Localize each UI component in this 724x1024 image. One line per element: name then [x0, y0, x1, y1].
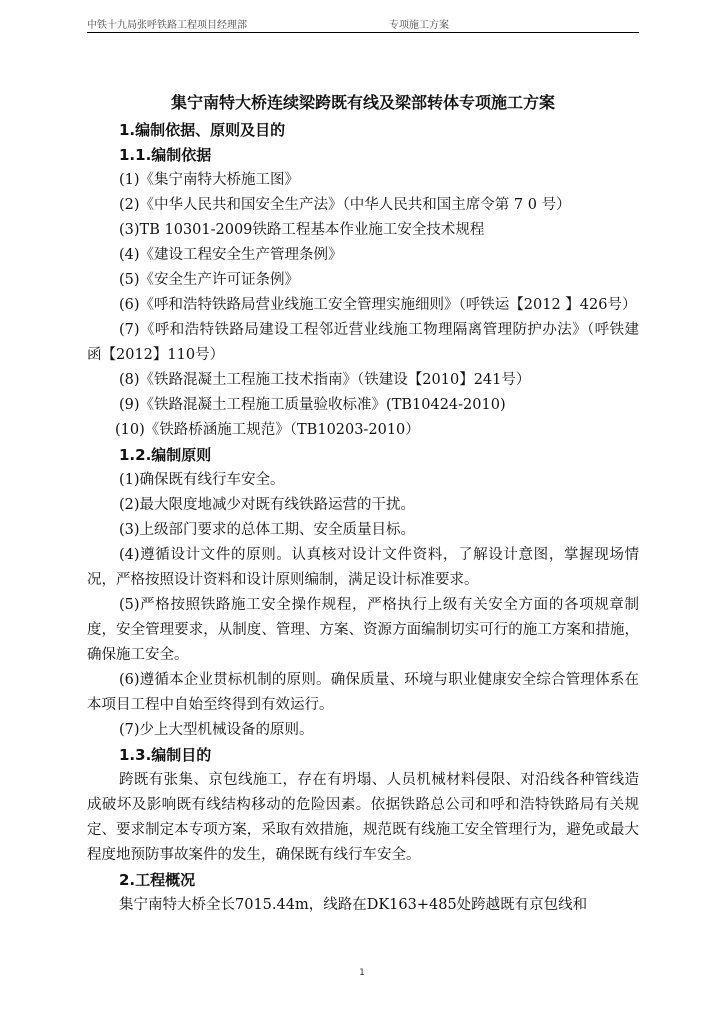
- basis-item-1: (1)《集宁南特大桥施工图》: [119, 172, 300, 188]
- section-heading-1-3: 1.3.编制目的: [119, 746, 212, 764]
- principle-item-1: (1)确保既有线行车安全。: [119, 472, 285, 488]
- basis-item-7: (7)《呼和浩特铁路局建设工程邻近营业线施工物理隔离管理防护办法》（呼铁建函【2012】110号）: [87, 322, 639, 363]
- principle-item-5: (5)严格按照铁路施工安全操作规程，严格执行上级有关安全方面的各项规章制度，安全管理要求，从制度、管理、方案、资源方面编制切实可行的施工方案和措施，确保施工安全。: [87, 597, 639, 663]
- principle-item-4: (4)遵循设计文件的原则。认真核对设计文件资料，了解设计意图，掌握现场情况，严格按照设计资料和设计原则编制，满足设计标准要求。: [87, 547, 639, 588]
- basis-item-8: (8)《铁路混凝土工程施工技术指南》（铁建设【2010】241号）: [119, 372, 531, 388]
- principle-item-7: (7)少上大型机械设备的原则。: [119, 722, 314, 738]
- section-heading-1-1: 1.1.编制依据: [119, 146, 212, 164]
- principle-item-3: (3)上级部门要求的总体工期、安全质量目标。: [119, 522, 416, 538]
- purpose-paragraph: 跨既有张集、京包线施工，存在有坍塌、人员机械材料侵限、对沿线各种管线造成破坏及影响既有线结构移动的危险因素。依据铁路总公司和呼和浩特铁路局有关规定、要求制定本专项方案，采取有效措施，规范既有线施工安全管理行为，避免或最大程度地预防事故案件的发生，确保既有线行车安全。: [87, 772, 639, 863]
- basis-item-10: (10)《铁路桥涵施工规范》（TB10203-2010）: [115, 422, 420, 438]
- page-number: 1: [359, 968, 365, 978]
- section-heading-2: 2.工程概况: [119, 871, 196, 889]
- basis-item-9: (9)《铁路混凝土工程施工质量验收标准》(TB10424-2010): [119, 397, 506, 413]
- section-heading-1: 1.编制依据、原则及目的: [119, 121, 286, 139]
- basis-item-6: (6)《呼和浩特铁路局营业线施工安全管理实施细则》（呼铁运【2012 】426号）: [119, 297, 637, 313]
- basis-item-4: (4)《建设工程安全生产管理条例》: [119, 247, 343, 263]
- page-header: [87, 16, 639, 33]
- header-company: 中铁十九局张呼铁路工程项目经理部: [87, 20, 247, 31]
- document-title: 集宁南特大桥连续梁跨既有线及梁部转体专项施工方案: [170, 93, 555, 112]
- basis-item-5: (5)《安全生产许可证条例》: [119, 272, 300, 288]
- principle-item-6: (6)遵循本企业贯标机制的原则。确保质量、环境与职业健康安全综合管理体系在本项目工程中自始至终得到有效运行。: [87, 672, 639, 713]
- overview-paragraph: 集宁南特大桥全长7015.44m，线路在DK163+485处跨越既有京包线和: [119, 897, 588, 913]
- basis-item-3: (3)TB 10301-2009铁路工程基本作业施工安全技术规程: [119, 222, 485, 238]
- basis-item-2: (2)《中华人民共和国安全生产法》（中华人民共和国主席令第 7 0 号）: [119, 197, 571, 213]
- section-heading-1-2: 1.2.编制原则: [119, 446, 212, 464]
- header-doc-type: 专项施工方案: [389, 20, 449, 31]
- document-body: [87, 92, 639, 918]
- principle-item-2: (2)最大限度地减少对既有线铁路运营的干扰。: [119, 497, 416, 513]
